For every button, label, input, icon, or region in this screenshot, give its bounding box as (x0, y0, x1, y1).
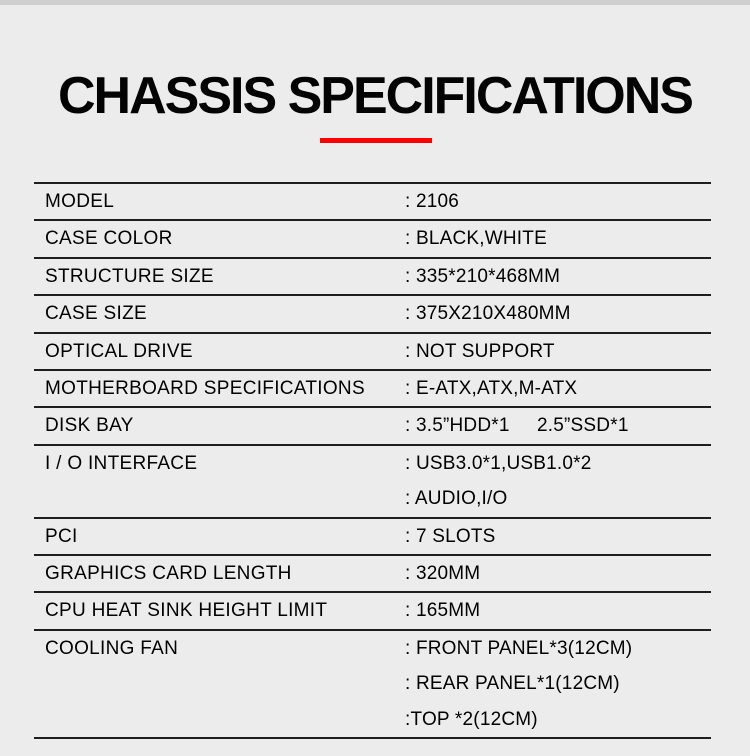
spec-value: : FRONT PANEL*3(12CM) (405, 637, 633, 659)
spec-values (405, 593, 711, 628)
spec-value: : BLACK,WHITE (405, 228, 547, 250)
spec-label: MODEL (45, 191, 115, 212)
spec-value: : AUDIO,I/O (405, 488, 508, 510)
spec-label: MOTHERBOARD SPECIFICATIONS (45, 378, 365, 400)
specifications-table (34, 182, 711, 739)
spec-value: : 2106 (405, 191, 460, 212)
spec-values (405, 371, 711, 406)
spec-value: : REAR PANEL*1(12CM) (405, 673, 620, 695)
spec-row (34, 219, 711, 256)
spec-row (34, 257, 711, 294)
spec-value: : USB3.0*1,USB1.0*2 (405, 452, 592, 474)
spec-label: OPTICAL DRIVE (45, 340, 193, 362)
spec-row (34, 369, 711, 406)
spec-values (405, 296, 711, 331)
spec-row (34, 554, 711, 591)
spec-values (405, 259, 711, 294)
spec-row (34, 444, 711, 517)
spec-value: : 335*210*468MM (405, 265, 561, 287)
spec-label: I / O INTERFACE (45, 452, 198, 474)
spec-value: : 3.5”HDD*1 2.5”SSD*1 (405, 415, 629, 437)
spec-label: STRUCTURE SIZE (45, 265, 214, 287)
spec-value: : NOT SUPPORT (405, 340, 555, 362)
spec-value: : E-ATX,ATX,M-ATX (405, 378, 578, 400)
spec-label: CPU HEAT SINK HEIGHT LIMIT (45, 600, 328, 622)
top-divider (0, 0, 750, 5)
spec-value: : 165MM (405, 600, 481, 622)
spec-row (34, 629, 711, 737)
spec-label: DISK BAY (45, 415, 134, 437)
spec-row (34, 294, 711, 331)
spec-value: : 7 SLOTS (405, 525, 496, 547)
spec-row (34, 332, 711, 369)
spec-values (405, 408, 711, 443)
spec-values (405, 631, 711, 737)
spec-values (405, 556, 711, 591)
spec-values (405, 221, 711, 256)
spec-value: :TOP *2(12CM) (405, 708, 538, 730)
spec-label: GRAPHICS CARD LENGTH (45, 563, 292, 585)
spec-value: : 320MM (405, 563, 481, 585)
spec-values (405, 519, 711, 554)
spec-row (34, 517, 711, 554)
spec-value: : 375X210X480MM (405, 303, 571, 325)
page-title: CHASSIS SPECIFICATIONS (57, 67, 692, 125)
spec-values (405, 184, 711, 219)
spec-row (34, 406, 711, 443)
spec-row (34, 591, 711, 628)
spec-row (34, 182, 711, 219)
spec-label: PCI (45, 525, 78, 547)
spec-label: CASE SIZE (45, 303, 147, 325)
spec-label: COOLING FAN (45, 637, 179, 659)
spec-values (405, 446, 711, 517)
spec-values (405, 334, 711, 369)
title-accent-underline (320, 138, 432, 143)
spec-label: CASE COLOR (45, 228, 173, 250)
